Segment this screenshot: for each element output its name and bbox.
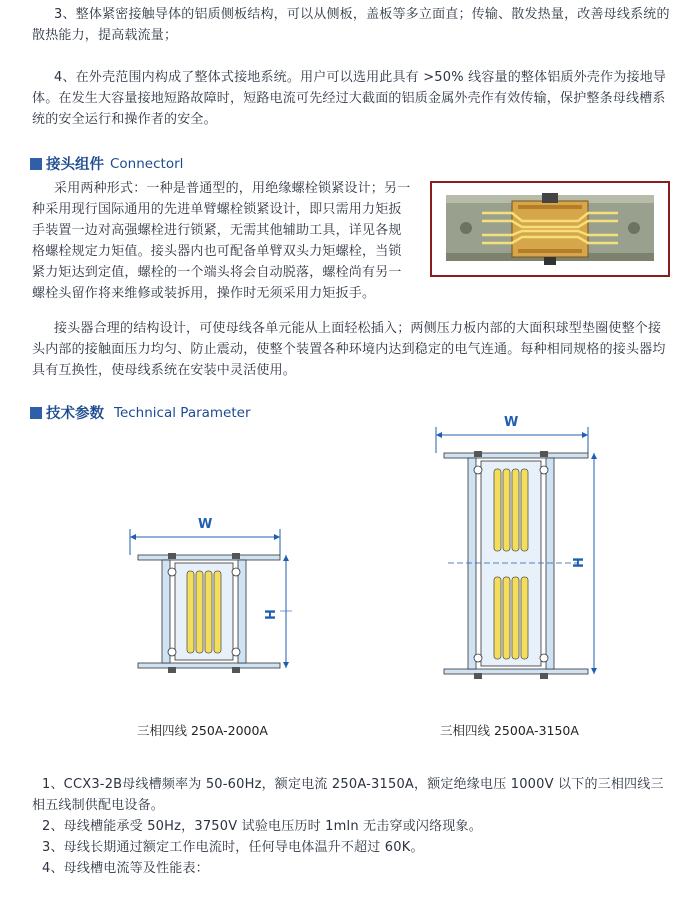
tech-item-2: 2、母线槽能承受 50Hz，3750V 试验电压历时 1mln 无击穿或闪络现象。 [42,819,482,834]
connector-para-1 [32,178,424,304]
diagram-small-caption: 三相四线 250A-2000A [137,723,268,738]
text-line: 紧力矩达到定值，螺栓的一个端头将会自动脱落，螺栓尚有另一 [32,265,402,280]
busway-diagram-large [428,415,608,685]
text-line: 种采用现行国际通用的先进单臂螺栓锁紧设计，即只需用力矩扳 [32,202,402,217]
tech-item-3: 3、母线长期通过额定工作电流时，任何导电体温升不超过 60K。 [42,840,424,855]
dimension-w-label: W [198,517,213,532]
intro-item-4: 4、在外壳范围内构成了整体式接地系统。用户可以选用此具有 >50% 线容量的整体铝质外壳作为接地导体。在发生大容量接地短路故障时，短路电流可先经过大截面的铝质金属外壳作有效传输，保护整条母线槽系统的安全运行和操作者的安全。 [32,70,667,127]
connector-title-en: Connectorl [110,155,184,172]
busway-diagram-small [120,515,300,695]
tech-item-1: 1、CCX3-2B母线槽频率为 50-60Hz，额定电流 250A-3150A，额定绝缘电压 1000V 以下的三相四线三相五线制供配电设备。 [32,777,664,813]
dimension-h-label: H [571,557,587,568]
connector-heading [30,153,183,174]
tech-item-4: 4、母线槽电流等及性能表： [42,861,209,876]
connector-image [432,183,668,275]
dimension-w-label: W [504,415,519,430]
text-line: 手装置一边对高强螺栓进行锁紧，无需其他辅助工具，详见各规 [32,223,402,238]
text-line: 螺栓头留作将来维修或装拆用，操作时无须采用力矩扳手。 [32,286,376,301]
intro-item-3: 3、整体紧密接触导体的铝质侧板结构，可以从侧板，盖板等多立面直；传输、散发热量，改善母线系统的散热能力，提高载流量； [32,7,670,43]
technical-title-cn: 技术参数 [46,406,104,422]
dimension-h-label: H [263,609,279,620]
section-marker-icon [30,407,42,419]
connector-para-2: 接头器合理的结构设计，可使母线各单元能从上面轻松插入；两侧压力板内部的大面积球型垫圈使整个接头内部的接触面压力均匀、防止震动，使整个装置各种环境内达到稳定的电气连通。每种相同规格的接头器均具有互换性，使母线系统在安装中灵活使用。 [32,321,666,378]
section-marker-icon [30,158,42,170]
diagram-large-caption: 三相四线 2500A-3150A [440,723,579,738]
text-line: 格螺栓规定力矩值。接头器内也可配备单臂双头力矩螺栓，当锁 [32,244,402,259]
text-line: 采用两种形式：一种是普通型的，用绝缘螺栓锁紧设计；另一 [54,181,411,196]
connector-title-cn: 接头组件 [46,157,104,173]
technical-heading [30,402,251,423]
connector-photo [430,181,670,277]
technical-title-en: Technical Parameter [114,404,251,421]
